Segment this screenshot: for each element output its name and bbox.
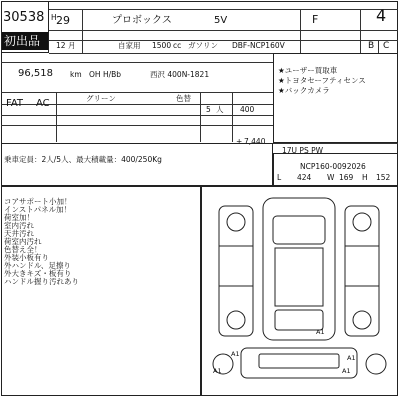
damage-mark: A1	[231, 350, 240, 358]
capacity-box	[1, 143, 273, 186]
prev-record: 西沢 400N-1821	[150, 70, 210, 79]
model-name: プロボックス	[112, 15, 172, 26]
mileage-value: 96,518	[18, 68, 53, 79]
note-line: 室内汚れ	[4, 221, 34, 230]
grade: 5V	[214, 15, 228, 26]
recycle-total: 7,440	[244, 137, 266, 146]
dim-l-label: L	[277, 173, 282, 182]
wheel	[227, 213, 245, 231]
displacement-unit: cc	[173, 41, 182, 50]
ac: AC	[36, 98, 50, 109]
note-line: インストパネル加！	[4, 205, 72, 214]
transmission: FAT	[6, 98, 24, 109]
wheel	[366, 354, 386, 374]
equipment: 17U PS PW	[282, 146, 324, 155]
note-line: 色替え全！	[4, 245, 42, 254]
overall-score: 4	[376, 6, 387, 25]
interior-grade: B	[368, 41, 375, 51]
note-line: 荷室加！	[4, 213, 34, 222]
model-code: DBF-NCP160V	[232, 41, 285, 50]
recycle-fee: 400	[240, 105, 255, 114]
note-line: 外装小板有り	[4, 253, 49, 262]
damage-mark: A1	[213, 367, 222, 375]
dim-length: 424	[297, 173, 312, 182]
rear-view-outline	[241, 348, 357, 378]
first-listing-label: 初出品	[4, 34, 41, 48]
note-line: 天井汚れ	[4, 229, 34, 238]
note-line: 荷室内汚れ	[4, 237, 42, 246]
mileage-unit: km	[70, 70, 82, 79]
windshield	[273, 216, 325, 244]
month-value: 12	[56, 41, 66, 50]
wheel	[227, 311, 245, 329]
dim-height: 152	[376, 173, 391, 182]
wheel	[353, 213, 371, 231]
note-line: 外ハンドル、足擦り	[4, 261, 71, 270]
mileage-note2: H/Bb	[103, 70, 122, 79]
damage-mark: A1	[342, 367, 351, 375]
dim-w-label: W	[327, 173, 335, 182]
damage-mark: A1	[347, 354, 356, 362]
dim-width: 169	[339, 173, 354, 182]
capacity-note: 乗車定員：2人/5人、最大積載量：400/250Kg	[4, 155, 162, 164]
mileage-note: OH	[89, 70, 101, 79]
wheel	[353, 311, 371, 329]
door-unit: 人	[216, 105, 224, 114]
damage-mark: A1	[316, 328, 325, 336]
displacement: 1500	[152, 41, 172, 50]
note-line: ハンドル握り汚れあり	[4, 277, 79, 286]
sales-point-3: ★バックカメラ	[278, 86, 330, 95]
car-diagram	[201, 186, 398, 396]
dim-h-label: H	[362, 173, 368, 182]
rear-window	[275, 310, 323, 330]
usage: 自家用	[118, 41, 141, 50]
roof	[275, 248, 323, 306]
right-side-outline	[345, 206, 379, 336]
sales-point-1: ★ユーザー買取車	[278, 66, 338, 75]
color-change: 色替	[176, 94, 191, 103]
exterior-grade: C	[383, 41, 390, 51]
recycle-mark: +	[236, 137, 243, 146]
note-line: コアサポート小加！	[4, 197, 72, 206]
body-grade: F	[312, 13, 319, 26]
month-unit: 月	[68, 41, 76, 50]
car-body-outline	[263, 198, 335, 340]
body-color: グリーン	[86, 94, 116, 103]
fuel-type: ガソリン	[188, 41, 218, 50]
lot-number: 30538	[3, 10, 45, 25]
year-value: 29	[56, 14, 70, 27]
left-side-outline	[219, 206, 253, 336]
note-line: 外大きキズ・板有り	[4, 269, 72, 278]
year-mark: H	[51, 13, 57, 22]
chassis-number: NCP160-0092026	[300, 162, 366, 171]
door-count: 5	[206, 105, 211, 114]
sales-point-2: ★トヨタセーフティセンス	[278, 76, 366, 85]
